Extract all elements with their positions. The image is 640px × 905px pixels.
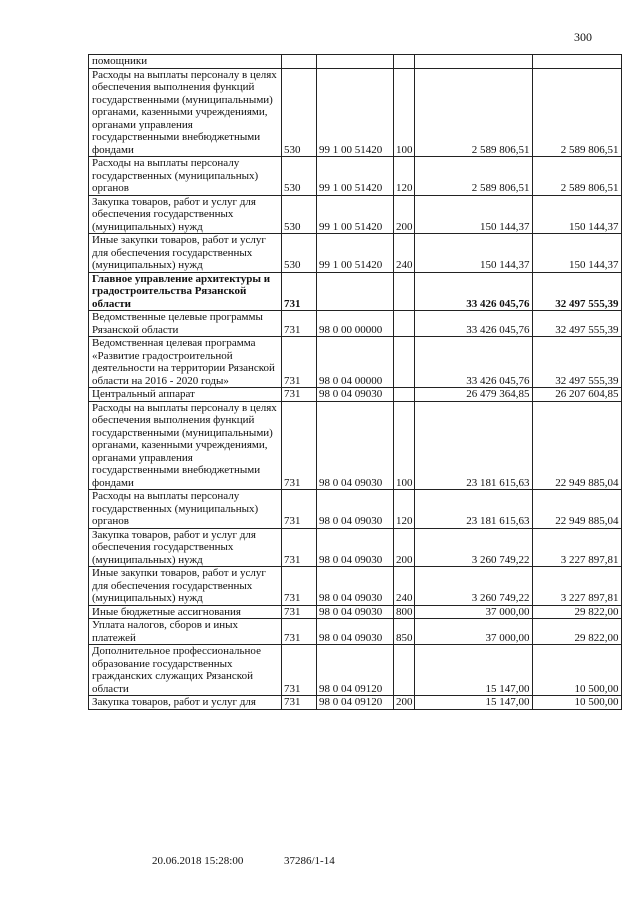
row-expense-type (394, 645, 415, 696)
row-name: Ведомственные целевые программы Рязанской области (89, 311, 282, 337)
table-row (89, 157, 622, 196)
row-sum-plan: 33 426 045,76 (414, 337, 532, 388)
table-row (89, 645, 622, 696)
row-code: 731 (282, 490, 317, 529)
row-target-article: 98 0 04 09030 (317, 619, 394, 645)
row-target-article: 99 1 00 51420 (317, 234, 394, 273)
row-sum-plan: 15 147,00 (414, 645, 532, 696)
row-sum-executed: 3 227 897,81 (532, 528, 621, 567)
footer-date: 20.06.2018 15:28:00 (152, 855, 244, 867)
row-sum-plan: 2 589 806,51 (414, 157, 532, 196)
row-sum-executed: 29 822,00 (532, 619, 621, 645)
table-row (89, 55, 622, 69)
table-row (89, 311, 622, 337)
row-sum-plan: 15 147,00 (414, 696, 532, 710)
row-sum-plan: 33 426 045,76 (414, 272, 532, 311)
row-target-article: 99 1 00 51420 (317, 195, 394, 234)
row-target-article: 99 1 00 51420 (317, 157, 394, 196)
row-sum-executed: 32 497 555,39 (532, 311, 621, 337)
row-sum-executed: 150 144,37 (532, 234, 621, 273)
row-sum-executed: 2 589 806,51 (532, 157, 621, 196)
table-row (89, 234, 622, 273)
row-sum-executed: 29 822,00 (532, 605, 621, 619)
row-sum-plan: 23 181 615,63 (414, 401, 532, 490)
row-target-article (317, 272, 394, 311)
row-code (282, 55, 317, 69)
row-name: Закупка товаров, работ и услуг для обеспечения государственных (муниципальных) нужд (89, 528, 282, 567)
row-expense-type: 850 (394, 619, 415, 645)
row-name: Дополнительное профессиональное образование государственных гражданских служащих Рязанской области (89, 645, 282, 696)
row-sum-plan: 2 589 806,51 (414, 68, 532, 157)
row-sum-plan: 26 479 364,85 (414, 388, 532, 402)
row-name: Расходы на выплаты персоналу государственных (муниципальных) органов (89, 157, 282, 196)
table-row (89, 195, 622, 234)
row-code: 731 (282, 619, 317, 645)
row-sum-executed: 26 207 604,85 (532, 388, 621, 402)
row-sum-plan (414, 55, 532, 69)
row-target-article (317, 55, 394, 69)
row-sum-plan: 3 260 749,22 (414, 567, 532, 606)
row-target-article: 98 0 04 09030 (317, 388, 394, 402)
row-name: Расходы на выплаты персоналу государственных (муниципальных) органов (89, 490, 282, 529)
row-code: 731 (282, 645, 317, 696)
row-sum-executed: 150 144,37 (532, 195, 621, 234)
row-code: 731 (282, 311, 317, 337)
row-sum-plan: 3 260 749,22 (414, 528, 532, 567)
row-target-article: 98 0 04 09030 (317, 490, 394, 529)
row-sum-executed: 32 497 555,39 (532, 272, 621, 311)
page-number: 300 (574, 30, 592, 44)
row-name: Расходы на выплаты персоналу в целях обеспечения выполнения функций государственными (муниципальными) органами, казенными учреждениями, органами управления государственными внебюджетными фондами (89, 68, 282, 157)
table-row (89, 401, 622, 490)
row-expense-type (394, 388, 415, 402)
row-target-article: 98 0 04 09030 (317, 528, 394, 567)
row-name: Уплата налогов, сборов и иных платежей (89, 619, 282, 645)
row-target-article: 98 0 04 00000 (317, 337, 394, 388)
row-sum-plan: 23 181 615,63 (414, 490, 532, 529)
row-target-article: 98 0 04 09030 (317, 567, 394, 606)
table-row (89, 272, 622, 311)
row-expense-type: 120 (394, 490, 415, 529)
row-name: Главное управление архитектуры и градостроительства Рязанской области (89, 272, 282, 311)
row-target-article: 98 0 04 09030 (317, 605, 394, 619)
table-row (89, 567, 622, 606)
row-name: Иные закупки товаров, работ и услуг для обеспечения государственных (муниципальных) нужд (89, 567, 282, 606)
row-expense-type: 100 (394, 401, 415, 490)
row-expense-type: 240 (394, 234, 415, 273)
row-sum-plan: 37 000,00 (414, 605, 532, 619)
row-expense-type (394, 311, 415, 337)
row-name: Закупка товаров, работ и услуг для (89, 696, 282, 710)
table-row (89, 605, 622, 619)
row-expense-type: 800 (394, 605, 415, 619)
row-code: 731 (282, 696, 317, 710)
row-code: 530 (282, 195, 317, 234)
row-sum-executed: 10 500,00 (532, 645, 621, 696)
row-sum-executed: 22 949 885,04 (532, 490, 621, 529)
table-row (89, 337, 622, 388)
row-sum-plan: 150 144,37 (414, 234, 532, 273)
row-code: 731 (282, 337, 317, 388)
row-expense-type (394, 55, 415, 69)
table-row (89, 696, 622, 710)
row-code: 530 (282, 234, 317, 273)
row-code: 731 (282, 272, 317, 311)
row-sum-plan: 37 000,00 (414, 619, 532, 645)
row-expense-type: 240 (394, 567, 415, 606)
row-sum-executed: 2 589 806,51 (532, 68, 621, 157)
row-sum-executed: 3 227 897,81 (532, 567, 621, 606)
row-code: 731 (282, 528, 317, 567)
row-target-article: 99 1 00 51420 (317, 68, 394, 157)
row-code: 530 (282, 157, 317, 196)
row-code: 530 (282, 68, 317, 157)
row-sum-executed: 22 949 885,04 (532, 401, 621, 490)
row-expense-type: 100 (394, 68, 415, 157)
row-name: Центральный аппарат (89, 388, 282, 402)
row-expense-type: 200 (394, 528, 415, 567)
row-code: 731 (282, 605, 317, 619)
row-name: Иные закупки товаров, работ и услуг для обеспечения государственных (муниципальных) нужд (89, 234, 282, 273)
row-target-article: 98 0 04 09030 (317, 401, 394, 490)
row-code: 731 (282, 567, 317, 606)
row-sum-plan: 150 144,37 (414, 195, 532, 234)
row-code: 731 (282, 401, 317, 490)
row-name: Расходы на выплаты персоналу в целях обеспечения выполнения функций государственными (муниципальными) органами, казенными учреждениями, органами управления государственными внебюджетными фондами (89, 401, 282, 490)
row-name: помощники (89, 55, 282, 69)
table-row (89, 528, 622, 567)
row-expense-type (394, 272, 415, 311)
row-target-article: 98 0 04 09120 (317, 696, 394, 710)
footer-doc-number: 37286/1-14 (284, 855, 335, 867)
row-code: 731 (282, 388, 317, 402)
table-row (89, 619, 622, 645)
budget-table (88, 54, 622, 710)
table-row (89, 68, 622, 157)
row-sum-executed: 32 497 555,39 (532, 337, 621, 388)
row-expense-type: 120 (394, 157, 415, 196)
row-expense-type (394, 337, 415, 388)
row-expense-type: 200 (394, 195, 415, 234)
row-sum-executed (532, 55, 621, 69)
row-sum-executed: 10 500,00 (532, 696, 621, 710)
table-row (89, 388, 622, 402)
row-target-article: 98 0 04 09120 (317, 645, 394, 696)
row-name: Закупка товаров, работ и услуг для обеспечения государственных (муниципальных) нужд (89, 195, 282, 234)
row-target-article: 98 0 00 00000 (317, 311, 394, 337)
row-name: Ведомственная целевая программа «Развитие градостроительной деятельности на территории Рязанской области на 2016 - 2020 годы» (89, 337, 282, 388)
row-expense-type: 200 (394, 696, 415, 710)
row-name: Иные бюджетные ассигнования (89, 605, 282, 619)
row-sum-plan: 33 426 045,76 (414, 311, 532, 337)
table-row (89, 490, 622, 529)
